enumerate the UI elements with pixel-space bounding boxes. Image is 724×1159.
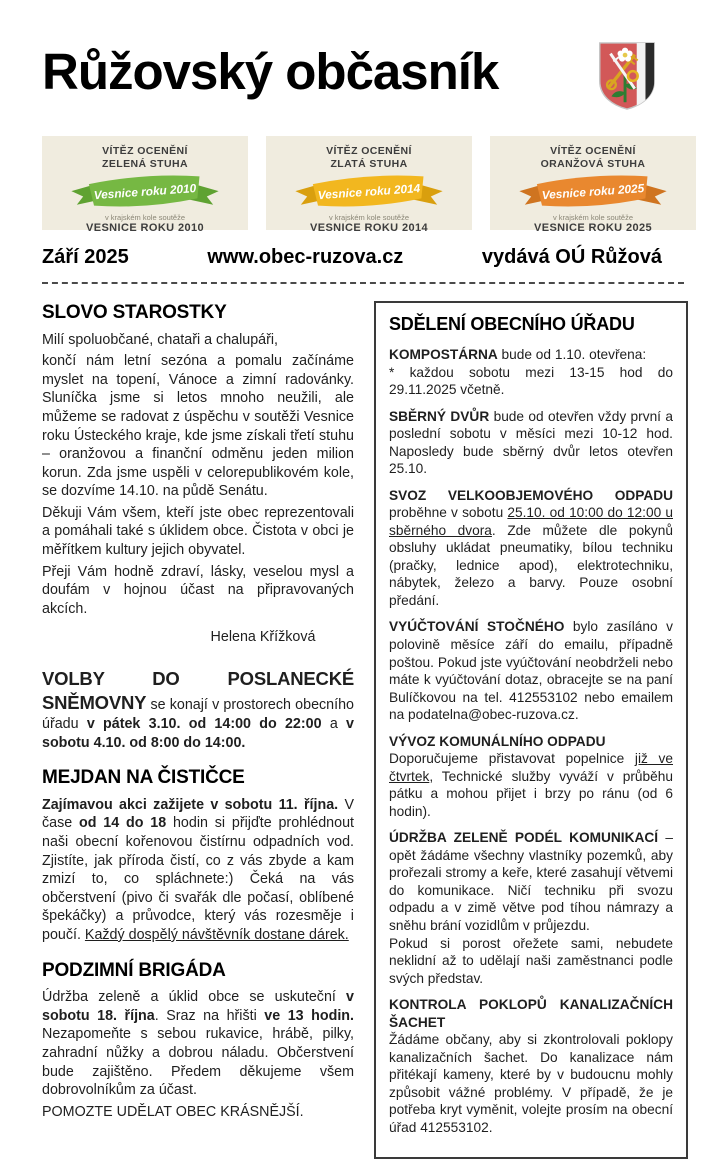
dashed-separator: [42, 282, 684, 284]
text-run: bude od otevřen vždy první a poslední sobotu v měsíci mezi 10-12 hod. Naposledy bude sběrný dvůr letos otevřen 25.10.: [389, 408, 673, 477]
notice-lead-bold: KOMPOSTÁRNA: [389, 347, 498, 363]
badge-subtitle: ZLATÁ STUHA: [330, 158, 408, 171]
text-run-underline: Každý dospělý návštěvník dostane dárek.: [84, 926, 349, 943]
text-run-bold: v pátek 3.10. od 14:00 do 22:00: [86, 716, 322, 733]
paragraph: Milí spoluobčané, chataři a chalupáři,: [42, 331, 279, 348]
badge-subtitle: ZELENÁ STUHA: [102, 158, 188, 171]
paragraph: Přeji Vám hodně zdraví, lásky, veselou mysl a doufám v hojnou účast na připravovaných akcích.: [42, 563, 354, 617]
publisher: vydává OÚ Růžová: [481, 246, 662, 268]
notice-kompostarna: [389, 346, 673, 399]
text-run: * každou sobotu mezi 13-15 hod do 29.11.2025 včetně.: [389, 364, 673, 398]
badge-competition: VESNICE ROKU 2014: [309, 222, 429, 235]
website-url: www.obec-ruzova.cz: [207, 246, 404, 268]
newsletter-header: [42, 44, 688, 112]
text-run-bold: od 14 do 18: [79, 815, 167, 832]
notice-svoz: [389, 487, 673, 610]
coat-of-arms-icon: [594, 40, 660, 112]
badge-title: VÍTĚZ OCENĚNÍ: [326, 145, 412, 157]
text-run: bude od 1.10. otevřena:: [497, 347, 647, 363]
ribbon-text: Vesnice roku 2025: [541, 181, 645, 203]
notice-heading-bold: VÝVOZ KOMUNÁLNÍHO ODPADU: [389, 733, 606, 749]
section-heading-slovo-starostky: SLOVO STAROSTKY: [42, 302, 227, 323]
notice-sberny-dvur: [389, 408, 673, 478]
text-run: Žádáme občany, aby si zkontrolovali poklopy kanalizačních šachet. Do kanalizace nám přitékají kameny, které by v budoucnu mohly způsobit vážné problémy. V případě, že je potřeba kryt vyměnit, volejte prosím na obecní úřad 412553102.: [389, 1032, 673, 1135]
text-run: proběhne v sobotu: [389, 505, 508, 521]
main-content: [42, 301, 688, 1159]
signature: Helena Křížková: [210, 629, 316, 646]
notice-lead-bold: VYÚČTOVÁNÍ STOČNÉHO: [389, 619, 565, 635]
notice-udrzba: [389, 829, 673, 987]
badge-competition: VESNICE ROKU 2010: [85, 222, 205, 235]
ribbon-banner-icon: [289, 172, 449, 212]
page-title: Růžovský občasník: [42, 43, 499, 100]
dateline-row: [42, 246, 688, 269]
paragraph-mejdan: [42, 796, 354, 945]
paragraph-closing: POMOZTE UDĚLAT OBEC KRÁSNĚJŠÍ.: [42, 1103, 304, 1120]
text-run: , Technické služby vyváží v průběhu pátku a mohou přijet i brzy po ránu (od 6 hodin).: [389, 768, 673, 819]
text-run: Pokud si porost ořežete sami, nebudete neklidní až to udělají naši zaměstnanci podle svých představ.: [389, 935, 673, 986]
section-heading-mejdan: MEJDAN NA ČISTIČCE: [42, 767, 245, 789]
text-run: . Sraz na hřišti: [154, 1007, 265, 1024]
notice-lead-bold: ÚDRŽBA ZELENĚ PODÉL KOMUNIKACÍ: [389, 830, 659, 846]
award-badge-2010: [42, 136, 248, 235]
badge-title: VÍTĚZ OCENĚNÍ: [102, 145, 188, 157]
award-badge-2014: [266, 136, 472, 235]
badge-competition: VESNICE ROKU 2025: [533, 222, 653, 235]
text-run: Údržba zeleně a úklid obce se uskuteční: [42, 989, 347, 1006]
notice-vyvoz: [389, 733, 673, 821]
panel-heading: SDĚLENÍ OBECNÍHO ÚŘADU: [389, 314, 635, 334]
text-run: Doporučujeme přistavovat popelnice: [389, 751, 635, 767]
notice-heading-bold: KONTROLA POKLOPŮ KANALIZAČNÍCH ŠACHET: [389, 997, 673, 1030]
notice-lead-bold: SVOZ VELKOOBJEMOVÉHO ODPADU: [389, 487, 673, 503]
ribbon-text: Vesnice roku 2014: [317, 181, 421, 203]
award-badges-row: [42, 136, 696, 235]
badge-subtitle: ORANŽOVÁ STUHA: [540, 158, 646, 171]
badge-smallprint: v krajském kole soutěže: [328, 213, 410, 223]
municipal-notices-panel: [374, 301, 688, 1159]
text-run-underline: již ve čtvrtek: [389, 751, 673, 784]
badge-smallprint: v krajském kole soutěže: [552, 213, 634, 223]
text-run-underline: 25.10. od 10:00 do 12:00 u sběrného dvora: [389, 505, 673, 538]
ribbon-text: Vesnice roku 2010: [93, 181, 197, 203]
text-run: – opět žádáme všechny vlastníky pozemků, aby prořezali stromy a keře, které zasahují větvemi do komunikace. Ničí techniku při svozu odpadu a v zimě větve pod tíhou námrazy a sněhu brání vozidlům v průjezdu.: [389, 830, 674, 933]
text-run: bylo zasíláno v polovině měsíce září do emailu, případně poštou. Pokud jste vyúčtování neobdrželi nebo máte k vyúčtování dotaz, obracejte se na paní Bulíčkovou na tel. 412553102 nebo emailem na podatelna@obec-ruzova.cz.: [389, 619, 673, 723]
text-run-bold: v sobotu 18. října: [42, 989, 354, 1024]
section-heading-volby: VOLBY DO POSLANECKÉ SNĚMOVNY: [42, 667, 354, 713]
text-run-bold: v sobotu 4.10. od 8:00 do 14:00.: [42, 716, 354, 751]
badge-title: VÍTĚZ OCENĚNÍ: [550, 145, 636, 157]
text-run-bold: Zajímavou akci zažijete v sobotu 11. října.: [42, 796, 339, 813]
text-run-bold: ve 13 hodin.: [264, 1007, 354, 1024]
section-heading-brigada: PODZIMNÍ BRIGÁDA: [42, 959, 226, 981]
text-run: Nezapomeňte s sebou rukavice, hrábě, pilky, zahradní nůžky a dobrou náladu. Občerstvení bude zajištěno. Předem děkujeme všem dobrovolníkům za účast.: [42, 1026, 354, 1099]
text-run: se konají v prostorech obecního úřadu: [42, 696, 354, 733]
text-run: a: [321, 716, 347, 733]
paragraph: Děkuji Vám všem, kteří jste obec reprezentovali a pomáhali také s úklidem obce. Čistota v obci je měřítkem kultury jejich obyvatel.: [42, 504, 354, 559]
text-run: . Zde můžete dle pokynů obsluhy ukládat pneumatiky, bílou techniku (pračky, lednice apod), elektrotechniku, nábytek, železo a barvy. Pouze osobní předání.: [389, 522, 673, 608]
paragraph-volby: [42, 667, 354, 752]
paragraph: končí nám letní sezóna a pomalu začínáme myslet na topení, Vánoce a zimní radovánky. Sluníčka jsme si letos mnoho neužili, ale můžeme se radovat z úspěchu v soutěži Vesnice roku Ústeckého kraje, kde jsme získali třetí stuhu – oranžovou a finanční odměnu jeden milion korun. Zda jsme uspěli v celorepublikovém kole, se dozvíme 14.10. na půdě Senátu.: [42, 353, 354, 500]
left-column: [42, 301, 354, 1124]
badge-smallprint: v krajském kole soutěže: [104, 213, 186, 223]
text-run: V čase: [42, 796, 354, 832]
award-badge-2025: [490, 136, 696, 235]
notice-lead-bold: SBĚRNÝ DVŮR: [389, 408, 490, 424]
notice-vyuctovani: [389, 618, 673, 723]
ribbon-banner-icon: [65, 172, 225, 212]
text-run: hodin si přijďte prohlédnout naši obecní kořenovou čistírnu odpadních vod. Zjistíte, jak příroda čistí, co z vás zbyde a kam zmizí to, co spláchnete:) Čeká na vás občerstvení (pivo či svařák dle počasí, oblíbené špekáčky) a průvodce, který vás rozesměje i poučí.: [42, 815, 354, 943]
issue-date: Září 2025: [42, 246, 129, 268]
paragraph-brigada: [42, 988, 354, 1099]
notice-kontrola: [389, 996, 673, 1136]
ribbon-banner-icon: [513, 172, 673, 212]
